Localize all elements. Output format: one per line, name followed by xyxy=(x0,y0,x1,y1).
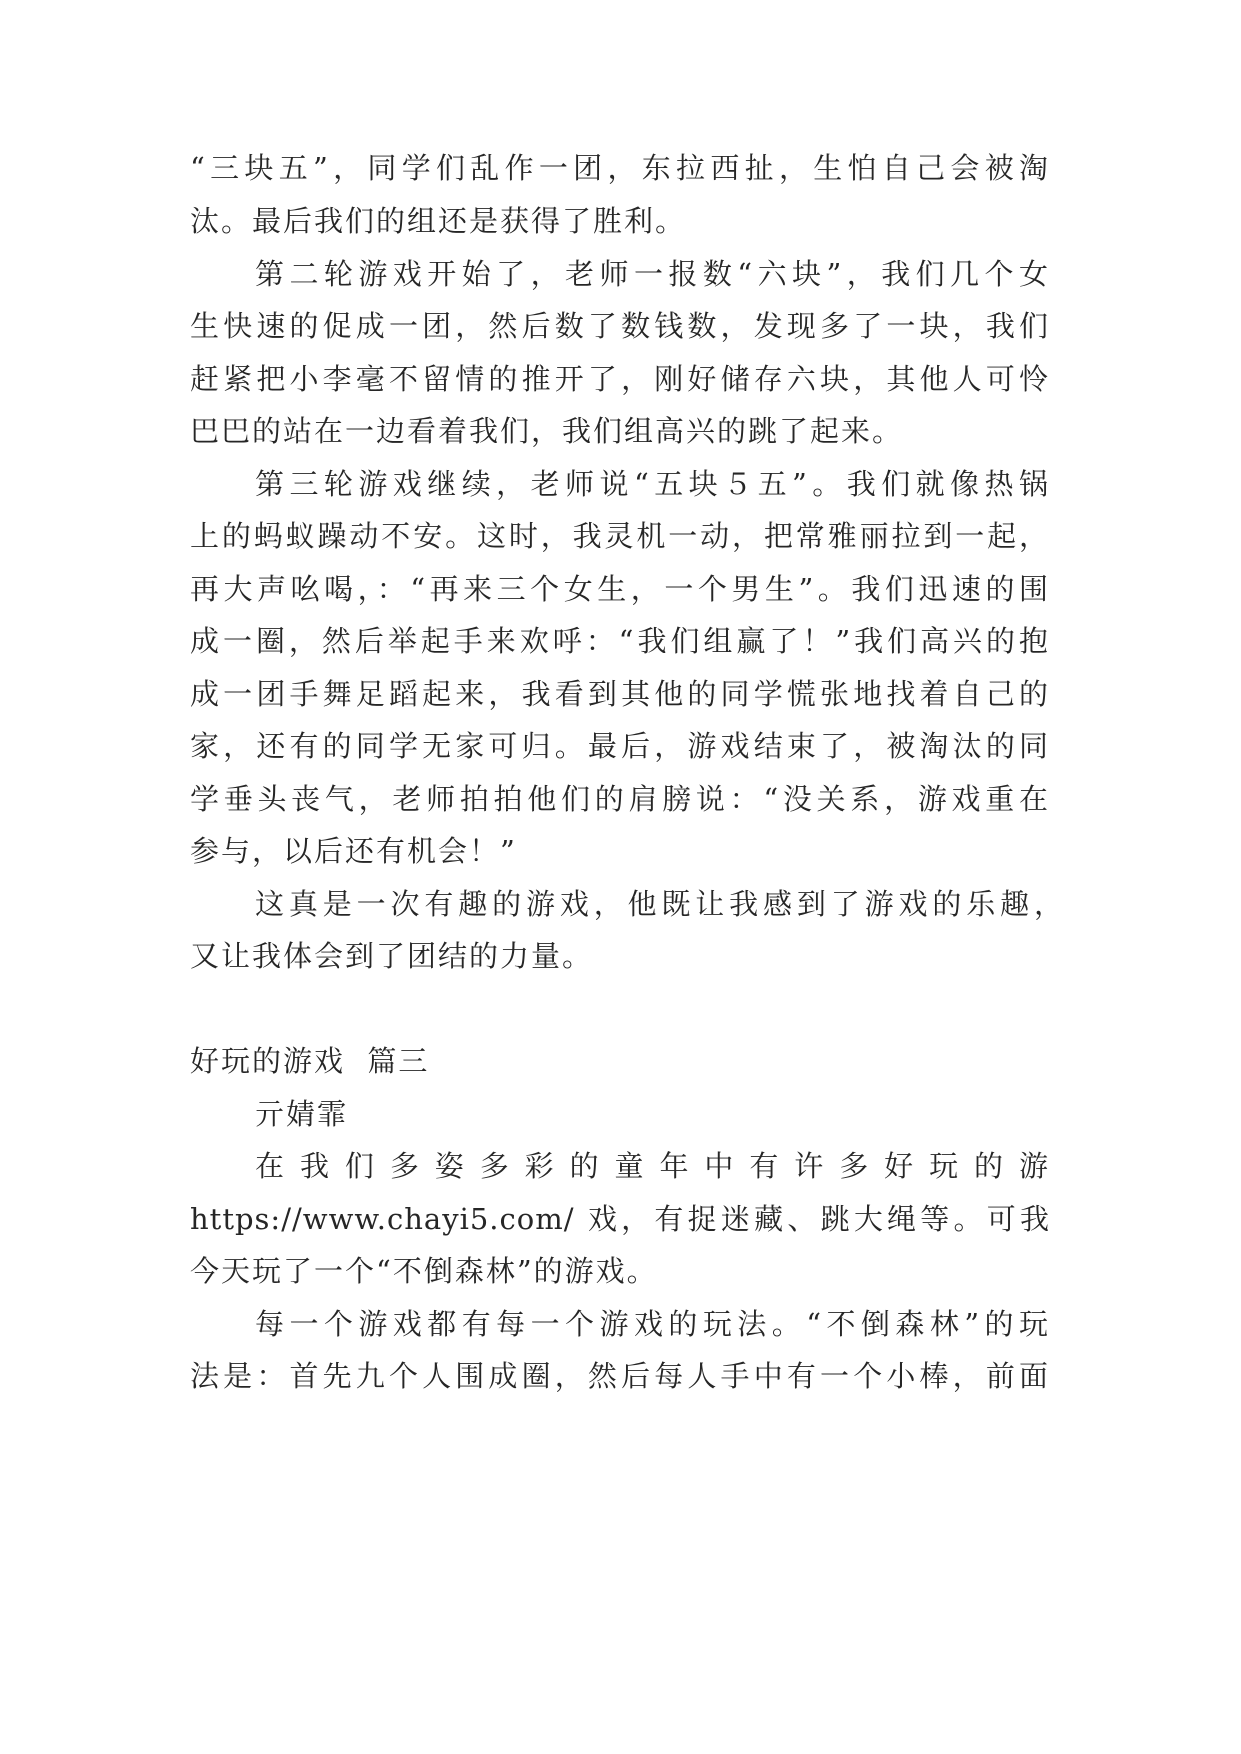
text-line: 上的蚂蚁躁动不安。这时，我灵机一动，把常雅丽拉到一起， xyxy=(190,519,1050,553)
text-line: 再大声吆喝，：“再来三个女生，一个男生”。我们迅速的围 xyxy=(190,572,1050,606)
text-line: 今天玩了一个“不倒森林”的游戏。 xyxy=(190,1254,658,1288)
text-line: 法是：首先九个人围成圈，然后每人手中有一个小棒，前面 xyxy=(190,1359,1050,1393)
text-line: “三块五”，同学们乱作一团，东拉西扯，生怕自己会被淘 xyxy=(190,151,1050,185)
author-name: 亓婧霏 xyxy=(255,1097,349,1131)
text-line: 巴巴的站在一边看着我们，我们组高兴的跳了起来。 xyxy=(190,414,904,448)
text-line: 赶紧把小李毫不留情的推开了，刚好储存六块，其他人可怜 xyxy=(190,362,1050,396)
text-line: 成一团手舞足蹈起来，我看到其他的同学慌张地找着自己的 xyxy=(190,677,1050,711)
text-line: 第二轮游戏开始了，老师一报数“六块”，我们几个女 xyxy=(255,257,1050,291)
text-line: 生快速的促成一团，然后数了数钱数，发现多了一块，我们 xyxy=(190,309,1050,343)
text-line: 在我们多姿多彩的童年中有许多好玩的游 xyxy=(255,1149,1050,1183)
text-line: 家，还有的同学无家可归。最后，游戏结束了，被淘汰的同 xyxy=(190,729,1050,763)
text-line: 学垂头丧气，老师拍拍他们的肩膀说：“没关系，游戏重在 xyxy=(190,782,1050,816)
text-line: https://www.chayi5.com/ 戏，有捉迷藏、跳大绳等。可我 xyxy=(190,1202,1050,1236)
text-line: 这真是一次有趣的游戏，他既让我感到了游戏的乐趣， xyxy=(255,887,1065,921)
text-line: 又让我体会到了团结的力量。 xyxy=(190,939,594,973)
section-heading: 好玩的游戏 篇三 xyxy=(190,1044,430,1078)
text-line: 汰。最后我们的组还是获得了胜利。 xyxy=(190,204,687,238)
text-line: 成一圈，然后举起手来欢呼：“我们组赢了！”我们高兴的抱 xyxy=(190,624,1050,658)
text-line: 每一个游戏都有每一个游戏的玩法。“不倒森林”的玩 xyxy=(255,1307,1050,1341)
text-line: 第三轮游戏继续，老师说“五块５五”。我们就像热锅 xyxy=(255,467,1050,501)
text-line: 参与，以后还有机会！” xyxy=(190,834,517,868)
